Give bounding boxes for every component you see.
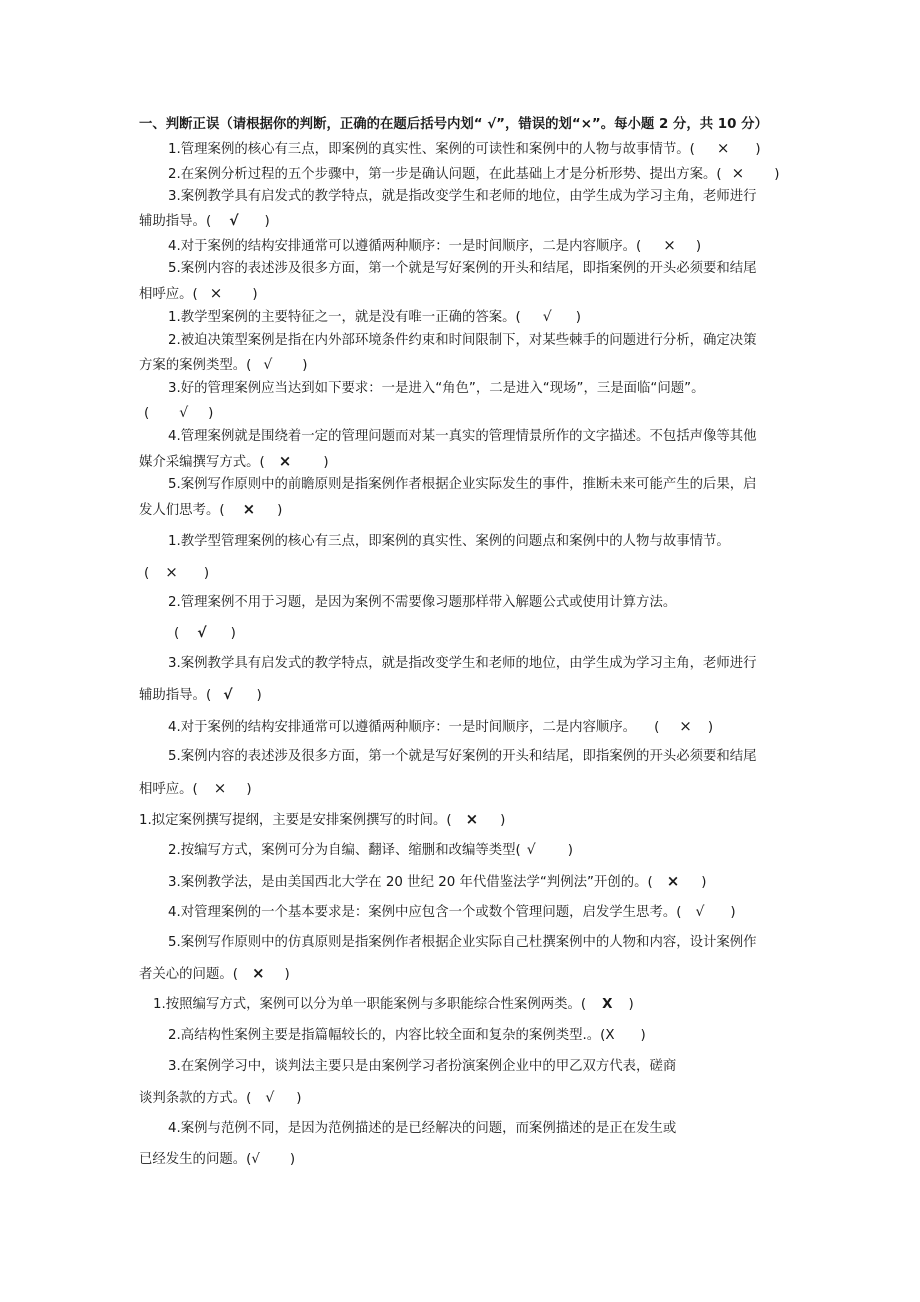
question-g3-2-cont: ( √ ) <box>174 625 236 641</box>
question-g3-3-cont: 辅助指导。( √ ) <box>139 687 262 703</box>
answer-mark: √ <box>542 309 552 325</box>
question-g5-3-cont: 谈判条款的方式。( √ ) <box>139 1090 302 1106</box>
question-g3-3: 3.案例教学具有启发式的教学特点，就是指改变学生和老师的地位，由学生成为学习主角，老师进行 <box>168 656 757 671</box>
question-g5-4-cont: 已经发生的问题。(√ ) <box>139 1152 296 1167</box>
answer-mark: × <box>716 139 730 157</box>
answer-mark: √ <box>526 842 536 858</box>
question-g1-5-cont: 相呼应。( × ) <box>139 284 258 302</box>
question-g4-3: 3.案例教学法，是由美国西北大学在 20 世纪 20 年代借鉴法学“判例法”开创的。( × ) <box>168 872 707 890</box>
answer-mark: × <box>679 717 692 735</box>
question-g2-3-cont: ( √ ) <box>144 405 214 421</box>
question-g5-3: 3.在案例学习中，谈判法主要只是由案例学习者扮演案例企业中的甲乙双方代表，磋商 <box>168 1059 677 1074</box>
question-g2-5-cont: 发人们思考。( × ) <box>139 500 283 518</box>
question-g2-1: 1.教学型案例的主要特征之一，就是没有唯一正确的答案。( √ ) <box>168 309 581 325</box>
answer-mark: √ <box>265 1090 275 1106</box>
question-g2-4: 4.管理案例就是围绕着一定的管理问题而对某一真实的管理情景所作的文字描述。不包括声像等其他 <box>168 429 757 444</box>
question-g4-5: 5.案例写作原则中的仿真原则是指案例作者根据企业实际自己杜撰案例中的人物和内容，设计案例作 <box>168 935 757 950</box>
question-g3-1: 1.教学型管理案例的核心有三点，即案例的真实性、案例的问题点和案例中的人物与故事情节。 <box>168 534 730 549</box>
answer-mark: √ <box>179 405 189 421</box>
question-g5-2: 2.高结构性案例主要是指篇幅较长的，内容比较全面和复杂的案例类型.。(X ) <box>168 1028 646 1043</box>
answer-mark: × <box>242 500 256 518</box>
section-heading: 一、判断正误（请根据你的判断，正确的在题后括号内划“ √”，错误的划“×”。每小题 2 分，共 10 分） <box>139 117 768 132</box>
question-g5-1: 1.按照编写方式，案例可以分为单一职能案例与多职能综合性案例两类。( X ) <box>153 997 634 1012</box>
answer-mark: × <box>666 872 680 890</box>
answer-mark: × <box>213 779 227 797</box>
question-g1-2: 2.在案例分析过程的五个步骤中，第一步是确认问题，在此基础上才是分析形势、提出方案。( × ) <box>168 164 780 182</box>
answer-mark: √ <box>263 357 273 373</box>
question-g1-5: 5.案例内容的表述涉及很多方面，第一个就是写好案例的开头和结尾，即指案例的开头必须要和结尾 <box>168 261 757 276</box>
question-g2-5: 5.案例写作原则中的前瞻原则是指案例作者根据企业实际发生的事件，推断未来可能产生的后果，启 <box>168 477 757 492</box>
answer-mark: × <box>278 452 292 470</box>
question-g2-2: 2.被迫决策型案例是指在内外部环境条件约束和时间限制下，对某些棘手的问题进行分析，确定决策 <box>168 333 757 348</box>
question-g4-4: 4.对管理案例的一个基本要求是：案例中应包含一个或数个管理问题，启发学生思考。( √ ) <box>168 904 736 920</box>
answer-mark: √ <box>695 904 705 920</box>
question-g1-3: 3.案例教学具有启发式的教学特点，就是指改变学生和老师的地位，由学生成为学习主角，老师进行 <box>168 189 757 204</box>
question-g3-1-cont: ( × ) <box>144 563 210 581</box>
question-g5-4: 4.案例与范例不同，是因为范例描述的是已经解决的问题，而案例描述的是正在发生或 <box>168 1121 677 1136</box>
question-g3-4: 4.对于案例的结构安排通常可以遵循两种顺序：一是时间顺序，二是内容顺序。 ( × ) <box>168 717 714 735</box>
question-g1-4: 4.对于案例的结构安排通常可以遵循两种顺序：一是时间顺序，二是内容顺序。( × ) <box>168 236 702 254</box>
question-g3-5-cont: 相呼应。( × ) <box>139 779 252 797</box>
answer-mark: √ <box>197 625 207 641</box>
question-g3-2: 2.管理案例不用于习题，是因为案例不需要像习题那样带入解题公式或使用计算方法。 <box>168 595 677 610</box>
question-g2-4-cont: 媒介采编撰写方式。( × ) <box>139 452 329 470</box>
answer-mark: × <box>465 810 479 828</box>
answer-mark: × <box>731 164 745 182</box>
answer-mark: × <box>251 964 265 982</box>
answer-mark: × <box>663 236 676 254</box>
question-g4-5-cont: 者关心的问题。( × ) <box>139 964 290 982</box>
question-g2-3: 3.好的管理案例应当达到如下要求：一是进入“角色”，二是进入“现场”，三是面临“问题”。 <box>168 381 705 396</box>
answer-mark: √ <box>223 687 233 703</box>
answer-mark: X <box>602 997 613 1012</box>
answer-mark: × <box>209 284 223 302</box>
question-g4-2: 2.按编写方式，案例可分为自编、翻译、缩删和改编等类型( √ ) <box>168 842 573 858</box>
question-g3-5: 5.案例内容的表述涉及很多方面，第一个就是写好案例的开头和结尾，即指案例的开头必须要和结尾 <box>168 749 757 764</box>
question-g4-1: 1.拟定案例撰写提纲，主要是安排案例撰写的时间。( × ) <box>139 810 506 828</box>
question-g1-3-cont: 辅助指导。( √ ) <box>139 213 270 229</box>
question-g2-2-cont: 方案的案例类型。( √ ) <box>139 357 308 373</box>
answer-mark: √ <box>229 213 239 229</box>
answer-mark: × <box>165 563 178 581</box>
question-g1-1: 1.管理案例的核心有三点，即案例的真实性、案例的可读性和案例中的人物与故事情节。( × ) <box>168 139 761 157</box>
